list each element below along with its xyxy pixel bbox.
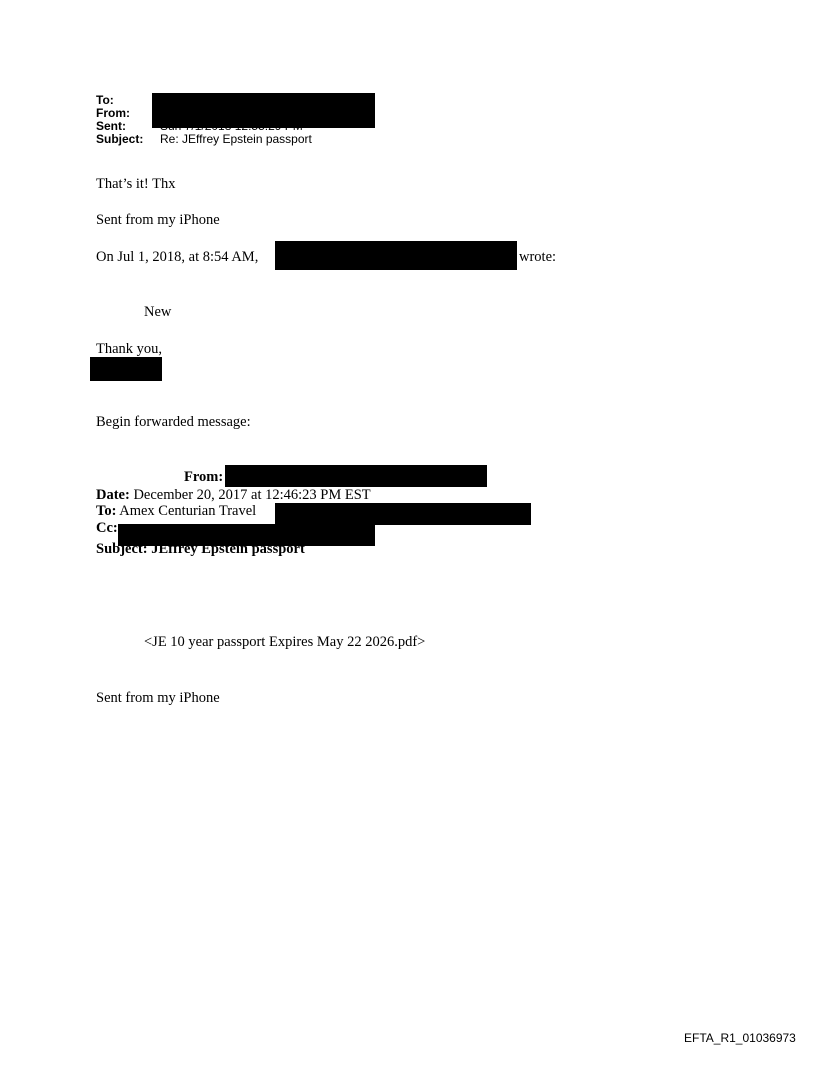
redaction-to-from bbox=[152, 93, 375, 128]
sent-from-iphone-2: Sent from my iPhone bbox=[96, 690, 220, 706]
sent-from-iphone-1: Sent from my iPhone bbox=[96, 212, 220, 228]
fwd-to-line: To: Amex Centurian Travel bbox=[96, 503, 257, 519]
quote-wrote: wrote: bbox=[519, 249, 557, 265]
redaction-quote-sender bbox=[275, 241, 517, 270]
begin-forwarded: Begin forwarded message: bbox=[96, 414, 251, 430]
to-label: To: bbox=[96, 93, 114, 107]
redaction-signer bbox=[90, 357, 162, 381]
fwd-date-line: Date: December 20, 2017 at 12:46:23 PM EST bbox=[96, 487, 371, 503]
reply-text: That’s it! Thx bbox=[96, 176, 176, 192]
new-text: New bbox=[144, 304, 172, 320]
fwd-cc-label: Cc: bbox=[96, 520, 118, 536]
fwd-subject-line: Subject: JEffrey Epstein passport bbox=[96, 541, 305, 557]
subject-value: Re: JEffrey Epstein passport bbox=[160, 132, 312, 146]
redaction-fwd-to bbox=[275, 503, 531, 525]
sent-label: Sent: bbox=[96, 119, 126, 133]
subject-label: Subject: bbox=[96, 132, 144, 146]
document-id: EFTA_R1_01036973 bbox=[684, 1031, 796, 1045]
thank-you: Thank you, bbox=[96, 341, 163, 357]
from-label: From: bbox=[96, 106, 130, 120]
quote-intro: On Jul 1, 2018, at 8:54 AM, bbox=[96, 249, 259, 265]
attachment-name: <JE 10 year passport Expires May 22 2026.pdf> bbox=[144, 634, 426, 650]
redaction-fwd-from bbox=[225, 465, 487, 487]
fwd-from-label: From: bbox=[184, 469, 224, 485]
